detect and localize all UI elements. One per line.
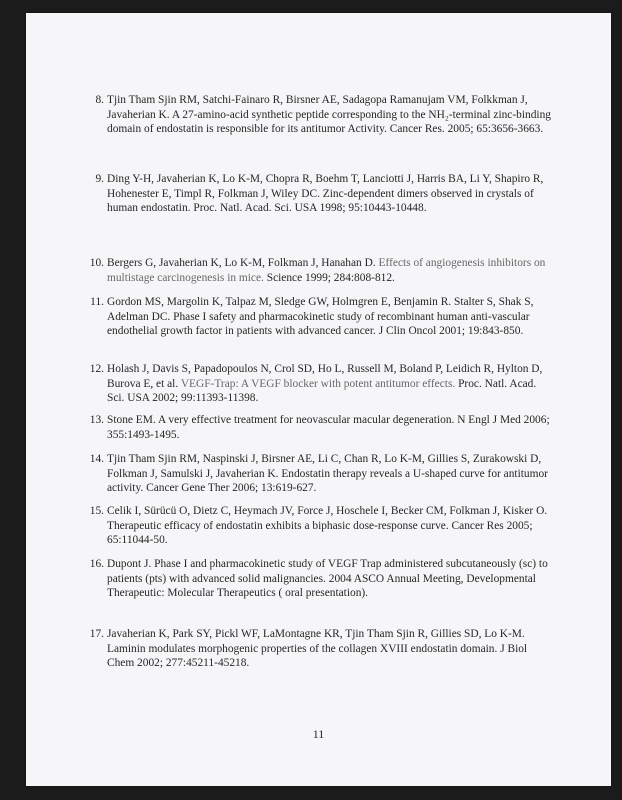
reference-number: 15.: [89, 505, 104, 517]
reference-9: [95, 172, 555, 216]
reference-text: Javaherian K, Park SY, Pickl WF, LaMontagne KR, Tjin Tham Sjin R, Gillies SD, Lo K-M. Laminin modulates morphogenic properties of the collagen XVIII endostatin domain. J Biol Chem 2002; 277:45211-45218.: [107, 628, 528, 670]
reference-13: [89, 413, 555, 442]
reference-text-end: Proc. Natl. Acad. Sci. USA 2002; 99:11393-11398.: [107, 377, 537, 405]
reference-number: 14.: [89, 453, 104, 465]
reference-8: [95, 93, 555, 137]
reference-text-start: Holash J, Davis S, Papadopoulos N, Crol SD, Ho L, Russell M, Boland P, Leidich R, Hylton D, Burova E, et al.: [107, 363, 543, 390]
page-number: 11: [312, 727, 325, 741]
reference-text: Stone EM. A very effective treatment for neovascular macular degeneration. N Engl J Med 2006; 355:1493-1495.: [107, 414, 550, 441]
reference-text: Tjin Tham Sjin RM, Naspinski J, Birsner AE, Li C, Chan R, Lo K-M, Gillies S, Zurakowski D, Folkman J, Samulski J, Javaherian K. Endostatin therapy reveals a U-shaped curve for antitumor activity. Cancer Gene Ther 2006; 13:619-627.: [107, 453, 548, 495]
document-page: [26, 13, 611, 786]
reference-text: Dupont J. Phase I and pharmacokinetic study of VEGF Trap administered subcutaneously (sc) to patients (pts) with advanced solid malignancies. 2004 ASCO Annual Meeting, Developmental Therapeutic: Molecular Therapeutics ( oral presentation).: [107, 558, 548, 600]
reference-10: [89, 256, 555, 285]
reference-text: [107, 362, 555, 406]
reference-12: [89, 362, 555, 406]
reference-title-faded: VEGF-Trap: A VEGF blocker with potent antitumor effects.: [180, 377, 456, 390]
reference-text-end: Science 1999; 284:808-812.: [266, 271, 395, 284]
reference-number: 11.: [90, 296, 104, 308]
reference-11: [90, 295, 555, 339]
reference-16: [89, 557, 555, 601]
reference-title-faded: Effects of angiogenesis inhibitors on multistage carcinogenesis in mice.: [107, 257, 546, 284]
reference-number: 10.: [89, 257, 104, 269]
reference-text: Celik I, Sürücü O, Dietz C, Heymach JV, Force J, Hoschele I, Becker CM, Folkman J, Kisker O. Therapeutic efficacy of endostatin exhibits a biphasic dose-response curve. Cancer Res 2005; 65:11044-50.: [107, 505, 548, 547]
reference-17: [89, 627, 555, 671]
reference-text: Gordon MS, Margolin K, Talpaz M, Sledge GW, Holmgren E, Benjamin R. Stalter S, Shak S, Adelman DC. Phase I safety and pharmacokinetic study of recombinant human anti-vascular endothelial growth factor in patients with advanced cancer. J Clin Oncol 2001; 19:843-850.: [107, 296, 534, 338]
reference-number: 12.: [89, 363, 104, 375]
reference-15: [89, 504, 555, 548]
reference-number: 9.: [95, 173, 104, 185]
reference-text-start: Bergers G, Javaherian K, Lo K-M, Folkman J, Hanahan D.: [107, 257, 376, 269]
reference-number: 17.: [89, 628, 104, 640]
reference-number: 16.: [89, 558, 104, 570]
reference-text: [107, 256, 555, 285]
reference-14: [89, 452, 555, 496]
reference-text: Tjin Tham Sjin RM, Satchi-Fainaro R, Birsner AE, Sadagopa Ramanujam VM, Folkkman J, Javaherian K. A 27-amino-acid synthetic peptide corresponding to the NH₂-terminal zinc-binding domain of endostatin is responsible for its antitumor Activity. Cancer Res. 2005; 65:3656-3663.: [107, 94, 551, 136]
reference-text: Ding Y-H, Javaherian K, Lo K-M, Chopra R, Boehm T, Lanciotti J, Harris BA, Li Y, Shapiro R, Hohenester E, Timpl R, Folkman J, Wiley DC. Zinc-dependent dimers observed in crystals of human endostatin. Proc. Natl. Acad. Sci. USA 1998; 95:10443-10448.: [107, 173, 544, 215]
reference-number: 13.: [89, 414, 104, 426]
reference-number: 8.: [95, 94, 104, 106]
